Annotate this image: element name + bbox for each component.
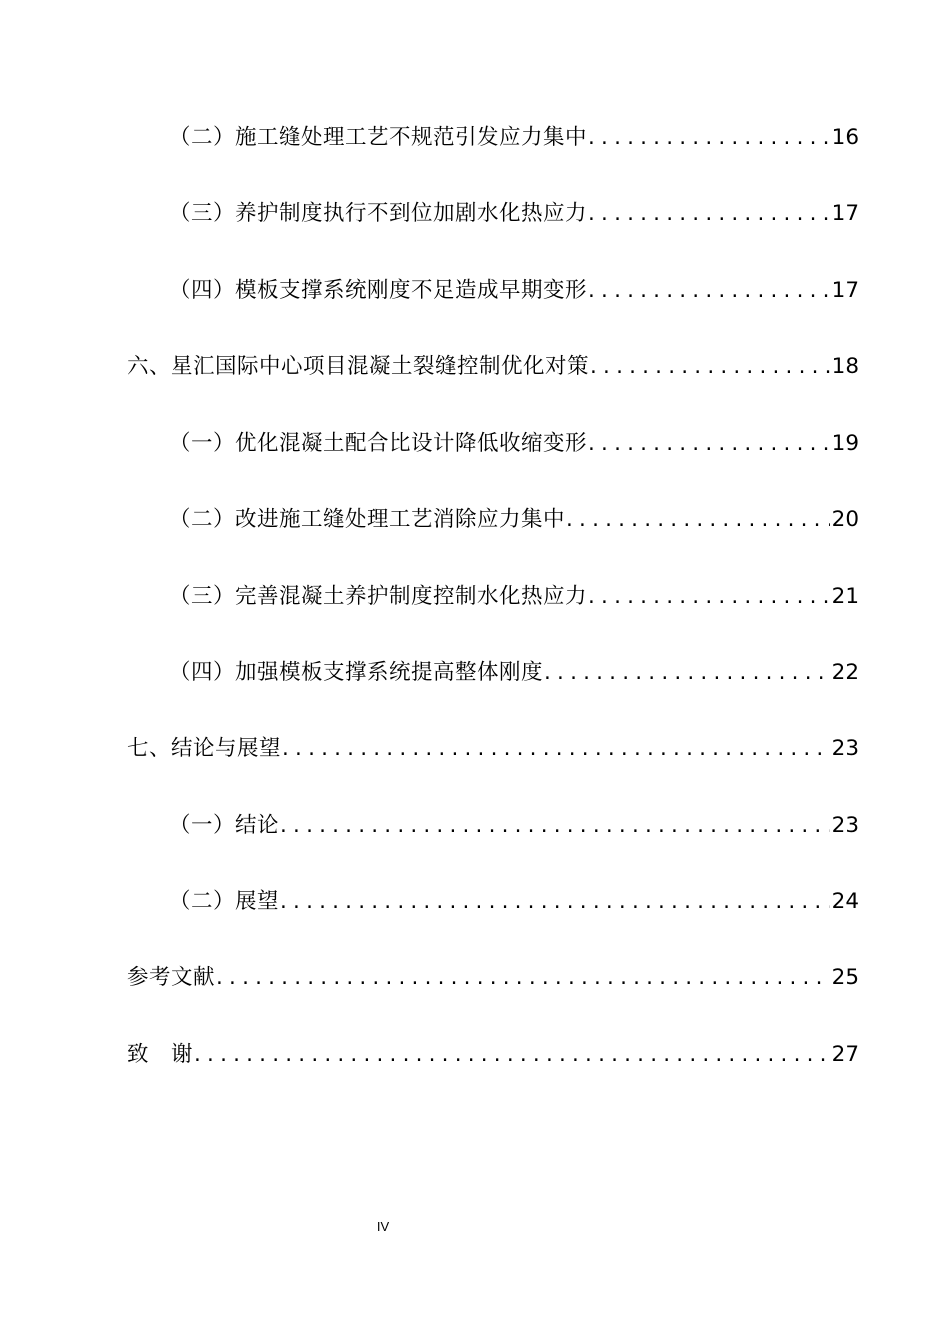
toc-chapter-entry[interactable] <box>127 729 859 769</box>
toc-dot-leader <box>589 347 830 387</box>
toc-entry-page: 21 <box>831 584 859 609</box>
toc-dot-leader <box>587 118 830 158</box>
toc-entry-title: （一）优化混凝土配合比设计降低收缩变形 <box>169 431 588 456</box>
toc-entry-title: （二）改进施工缝处理工艺消除应力集中 <box>169 507 566 532</box>
toc-entry[interactable] <box>169 653 859 693</box>
toc-entry[interactable] <box>169 194 859 234</box>
toc-entry-page: 18 <box>831 354 859 379</box>
toc-dot-leader <box>279 806 830 846</box>
toc-entry-page: 22 <box>831 660 859 685</box>
toc-entry-title: 六、星汇国际中心项目混凝土裂缝控制优化对策 <box>127 354 590 379</box>
toc-dot-leader <box>587 577 830 617</box>
toc-entry[interactable] <box>169 882 859 922</box>
page-number: IV <box>376 1219 390 1234</box>
toc-dot-leader <box>215 958 830 998</box>
toc-entry-title: 七、结论与展望 <box>127 736 282 761</box>
toc-entry-page: 24 <box>831 889 859 914</box>
toc-dot-leader <box>279 882 830 922</box>
toc-dot-leader <box>193 1035 830 1075</box>
toc-entry-page: 23 <box>831 736 859 761</box>
toc-dot-leader <box>565 500 830 540</box>
toc-entry[interactable] <box>169 577 859 617</box>
toc-chapter-entry[interactable] <box>127 1035 859 1075</box>
toc-chapter-entry[interactable] <box>127 347 859 387</box>
toc-entry-page: 27 <box>831 1042 859 1067</box>
toc-chapter-entry[interactable] <box>127 958 859 998</box>
toc-entry[interactable] <box>169 806 859 846</box>
toc-dot-leader <box>543 653 830 693</box>
toc-entry-page: 17 <box>831 201 859 226</box>
toc-entry-page: 16 <box>831 125 859 150</box>
toc-dot-leader <box>587 194 830 234</box>
toc-entry[interactable] <box>169 500 859 540</box>
toc-entry-title: （四）加强模板支撑系统提高整体刚度 <box>169 660 544 685</box>
toc-dot-leader <box>587 424 830 464</box>
toc-entry-page: 19 <box>831 431 859 456</box>
toc-entry-page: 20 <box>831 507 859 532</box>
toc-dot-leader <box>587 271 830 311</box>
toc-entry-title: （二）展望 <box>169 889 280 914</box>
toc-entry-page: 25 <box>831 965 859 990</box>
toc-entry-page: 17 <box>831 278 859 303</box>
toc-entry-title: （三）养护制度执行不到位加剧水化热应力 <box>169 201 588 226</box>
toc-entry-title: 致 谢 <box>127 1042 194 1067</box>
toc-entry-title: （三）完善混凝土养护制度控制水化热应力 <box>169 584 588 609</box>
toc-dot-leader <box>281 729 830 769</box>
toc-entry[interactable] <box>169 424 859 464</box>
toc-entry-title: （四）模板支撑系统刚度不足造成早期变形 <box>169 278 588 303</box>
toc-entry[interactable] <box>169 118 859 158</box>
toc-entry[interactable] <box>169 271 859 311</box>
toc-entry-title: 参考文献 <box>127 965 216 990</box>
toc-entry-page: 23 <box>831 813 859 838</box>
toc-entry-title: （一）结论 <box>169 813 280 838</box>
toc-entry-title: （二）施工缝处理工艺不规范引发应力集中 <box>169 125 588 150</box>
